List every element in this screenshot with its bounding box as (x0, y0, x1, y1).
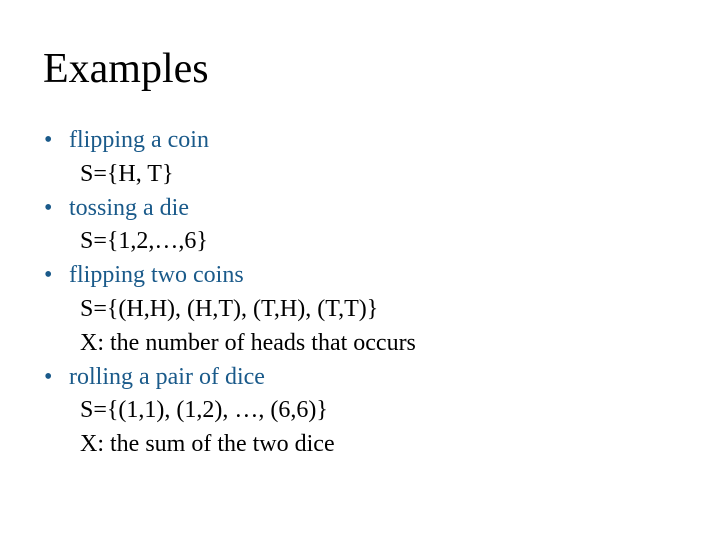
bullet-item (44, 192, 704, 226)
slide-content (44, 124, 704, 462)
slide-title: Examples (43, 46, 209, 92)
bullet-detail: X: the sum of the two dice (80, 431, 335, 458)
bullet-item (44, 124, 704, 158)
bullet-text: rolling a pair of dice (69, 363, 265, 390)
bullet-icon: • (44, 262, 53, 289)
bullet-text: flipping a coin (69, 127, 209, 153)
bullet-item (44, 361, 704, 395)
bullet-text: tossing a die (69, 194, 189, 221)
bullet-item (44, 259, 704, 293)
bullet-detail: S={H, T} (80, 160, 174, 187)
bullet-icon: • (44, 127, 53, 153)
bullet-icon: • (44, 363, 53, 390)
bullet-detail: S={(1,1), (1,2), …, (6,6)} (80, 397, 328, 424)
bullet-icon: • (44, 194, 53, 221)
bullet-detail: S={1,2,…,6} (80, 228, 208, 255)
bullet-detail: X: the number of heads that occurs (80, 329, 416, 356)
bullet-text: flipping two coins (69, 262, 244, 289)
bullet-detail: S={(H,H), (H,T), (T,H), (T,T)} (80, 295, 379, 322)
